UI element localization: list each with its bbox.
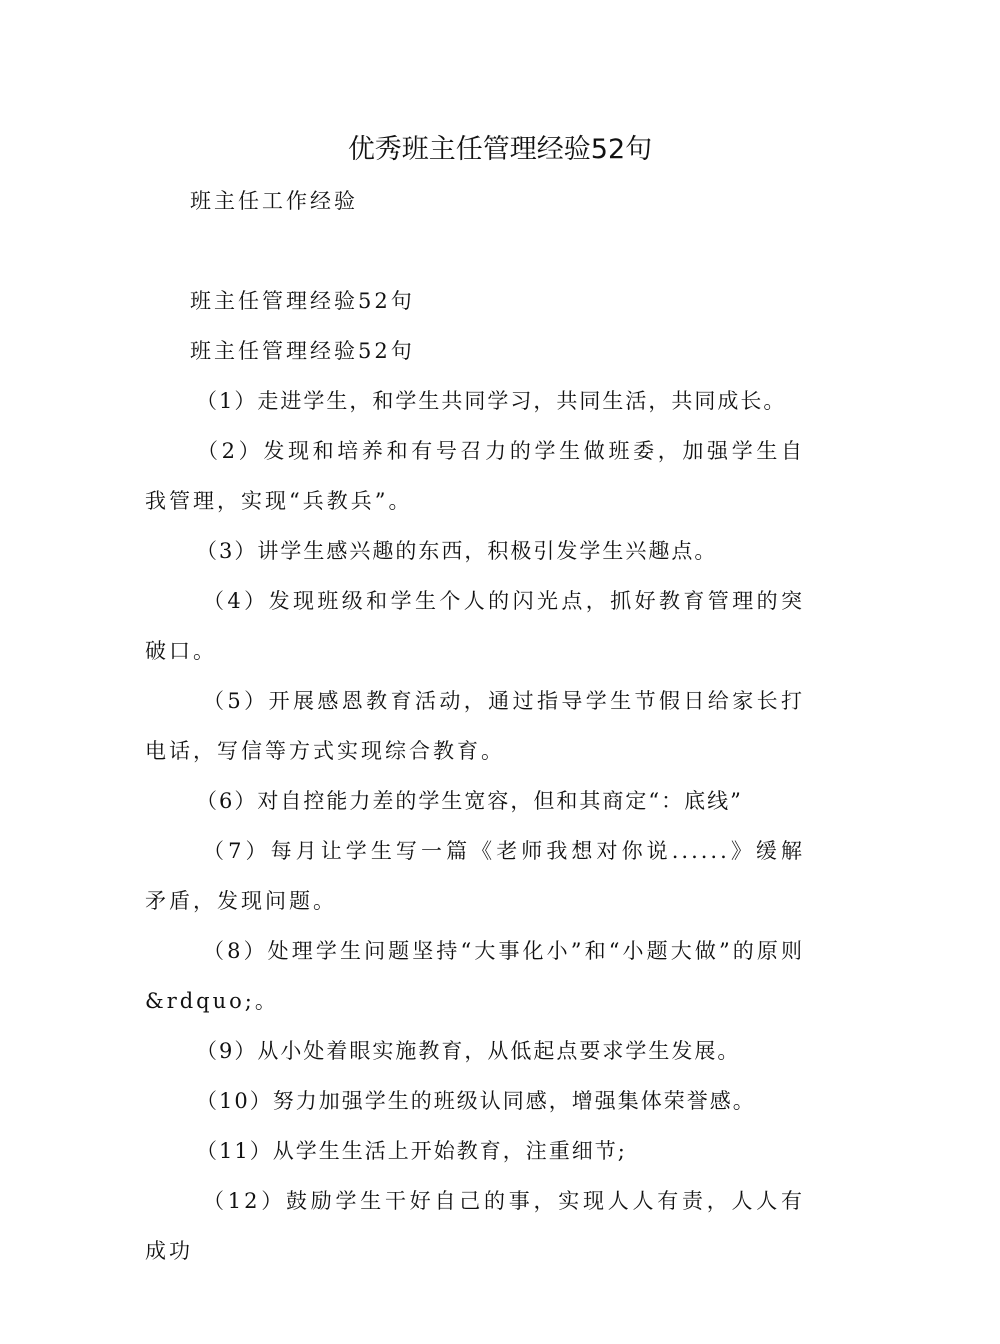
list-item-11: （11）从学生生活上开始教育，注重细节; xyxy=(196,1139,627,1163)
list-item-2: （2）发现和培养和有号召力的学生做班委，加强学生自我管理，实现“兵教兵”。 xyxy=(145,439,805,513)
list-item-10: （10）努力加强学生的班级认同感，增强集体荣誉感。 xyxy=(196,1089,756,1113)
list-item-5: （5）开展感恩教育活动，通过指导学生节假日给家长打电话，写信等方式实现综合教育。 xyxy=(145,689,805,763)
heading-1: 班主任管理经验52句 xyxy=(190,289,415,313)
list-item-8: （8）处理学生问题坚持“大事化小”和“小题大做”的原则&rdquo;。 xyxy=(145,939,805,1013)
list-item-1: （1）走进学生，和学生共同学习，共同生活，共同成长。 xyxy=(196,389,787,413)
list-item-6: （6）对自控能力差的学生宽容，但和其商定“：底线” xyxy=(196,789,743,813)
list-item-9: （9）从小处着眼实施教育，从低起点要求学生发展。 xyxy=(196,1039,741,1063)
subtitle: 班主任工作经验 xyxy=(190,189,358,213)
document-title: 优秀班主任管理经验52句 xyxy=(347,134,653,165)
heading-2: 班主任管理经验52句 xyxy=(190,339,415,363)
list-item-4: （4）发现班级和学生个人的闪光点，抓好教育管理的突破口。 xyxy=(145,589,805,663)
list-item-3: （3）讲学生感兴趣的东西，积极引发学生兴趣点。 xyxy=(196,539,718,563)
list-item-7: （7）每月让学生写一篇《老师我想对你说......》缓解矛盾，发现问题。 xyxy=(145,839,805,913)
list-item-12: （12）鼓励学生干好自己的事，实现人人有责，人人有成功 xyxy=(145,1189,805,1263)
